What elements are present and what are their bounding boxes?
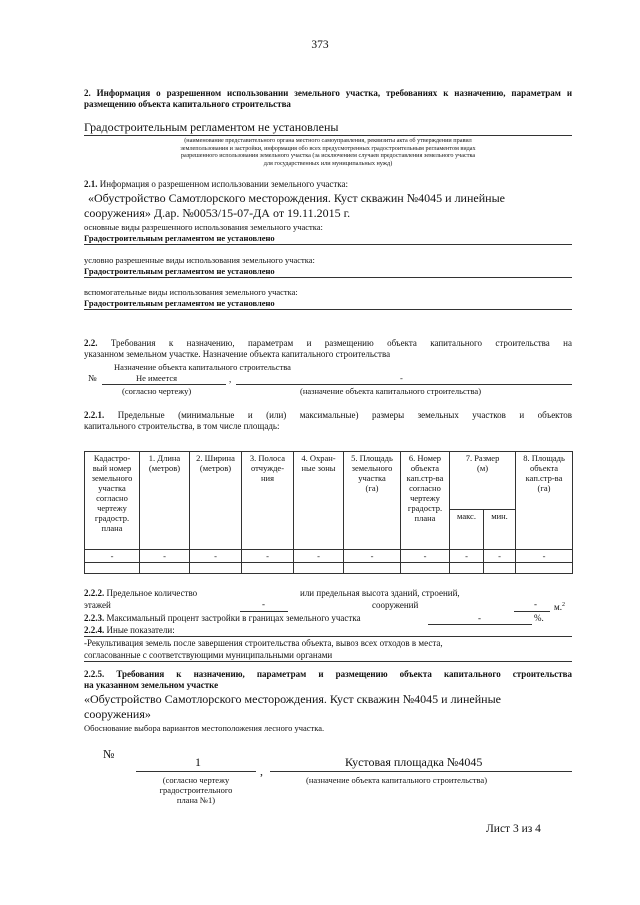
col-object-no-header: 6. Номер объекта кап.стр-ва согласно чертежу градостр. плана xyxy=(401,452,450,550)
section-2-2-line1: 2.2. Требования к назначению, параметрам и размещению объекта капитального строительства на xyxy=(84,338,572,348)
page-number: 373 xyxy=(311,39,329,51)
table-cell: - xyxy=(484,550,516,563)
bottom-no-underline xyxy=(136,771,256,772)
col-cadastral-header: Кадастро- вый номер земельного участка согласно чертежу градостр. плана xyxy=(85,452,140,550)
table-cell: - xyxy=(140,550,190,563)
table-cell-empty xyxy=(242,563,294,574)
section-2-2-line2: указанном земельном участке. Назначение объекта капитального строительства xyxy=(84,349,391,359)
s222-floors-value: - xyxy=(262,599,265,609)
s222-floors-underline xyxy=(240,611,288,612)
s22-no-value: Не имеется xyxy=(136,373,178,383)
s222-unit: м.$^2$ xyxy=(554,602,565,612)
s223-underline xyxy=(428,624,532,625)
table-cell: - xyxy=(85,550,140,563)
section-2-2-5-line2: на указанном земельном участке xyxy=(84,680,219,690)
s223-value: - xyxy=(478,613,481,623)
s22-purpose-value: - xyxy=(400,373,403,383)
bottom-purpose-underline xyxy=(270,771,572,772)
aux-uses-label: вспомогательные виды использования земельного участка: xyxy=(84,287,298,297)
bottom-no-symbol: № xyxy=(103,747,115,761)
s222-floors-label: этажей xyxy=(84,600,111,610)
bottom-comma: , xyxy=(260,764,263,778)
table-cell: - xyxy=(516,550,573,563)
table-cell: - xyxy=(294,550,344,563)
table-cell-empty xyxy=(484,563,516,574)
s224-line2: согласованные с соответствующими муниципальными органами xyxy=(84,650,333,660)
s22-note-right: (назначение объекта капитального строительства) xyxy=(300,386,482,396)
bottom-no-value: 1 xyxy=(195,755,201,769)
cond-uses-underline xyxy=(84,277,572,278)
s21-object-line2: сооружения» Д.ар. №0053/15-07-ДА от 19.11.2015 г. xyxy=(84,206,351,220)
parameters-table xyxy=(84,451,573,574)
bottom-purpose-value: Кустовая площадка №4045 xyxy=(345,755,483,769)
table-cell: - xyxy=(450,550,484,563)
s225-object-line2: сооружения» xyxy=(84,707,151,721)
table-cell-empty xyxy=(344,563,401,574)
main-uses-underline xyxy=(84,244,572,245)
bottom-note-right: (назначение объекта капитального строительства) xyxy=(306,775,488,785)
s22-no-symbol: № xyxy=(88,373,97,383)
table-cell-empty xyxy=(516,563,573,574)
section-2-heading: 2. Информация о разрешенном использовании земельного участка, требованиях к назначению, параметрам и размещению объекта капитального строительства xyxy=(84,88,572,109)
col-object-area-header: 8. Площадь объекта кап.стр-ва (га) xyxy=(516,452,573,550)
cond-uses-value: Градостроительным регламентом не установлено xyxy=(84,266,275,276)
sheet-number: Лист 3 из 4 xyxy=(486,823,541,835)
s22-comma: , xyxy=(229,374,232,384)
bottom-note-left: (согласно чертежу градостроительного плана №1) xyxy=(159,775,233,805)
section-2-1-label: 2.1. Информация о разрешенном использовании земельного участка: xyxy=(84,179,349,189)
section-2-2-1-line1: 2.2.1. Предельные (минимальные и (или) максимальные) размеры земельных участков и объектов xyxy=(84,410,573,420)
table-cell: - xyxy=(401,550,450,563)
s22-note-left: (согласно чертежу) xyxy=(122,386,192,396)
table-cell: - xyxy=(344,550,401,563)
aux-uses-underline xyxy=(84,309,572,310)
table-cell: - xyxy=(190,550,242,563)
s222-height-value: - xyxy=(534,599,537,609)
table-cell-empty xyxy=(294,563,344,574)
s21-object-line1: «Обустройство Самотлорского месторождения. Куст скважин №4045 и линейные xyxy=(88,191,505,205)
regulation-underline xyxy=(84,135,572,136)
col-protect-header: 4. Охран- ные зоны xyxy=(294,452,344,550)
s223-unit: %. xyxy=(534,613,544,623)
cond-uses-label: условно разрешенные виды использования земельного участка: xyxy=(84,255,315,265)
section-2-2-2-label2: или предельная высота зданий, строений, xyxy=(300,588,460,598)
section-2-2-1-line2: капитального строительства, в том числе площадь: xyxy=(84,421,280,431)
col-area-header: 5. Площадь земельного участка (га) xyxy=(344,452,401,550)
table-cell-empty xyxy=(190,563,242,574)
s222-structs-label: сооружений xyxy=(372,600,419,610)
main-uses-label: основные виды разрешенного использования земельного участка: xyxy=(84,222,323,232)
s222-height-underline xyxy=(514,611,550,612)
col-length-header: 1. Длина (метров) xyxy=(140,452,190,550)
s224-rule-1 xyxy=(84,636,572,637)
main-uses-value: Градостроительным регламентом не установлено xyxy=(84,233,275,243)
table-cell-empty xyxy=(401,563,450,574)
s224-line1: -Рекультивация земель после завершения строительства объекта, вывоз всех отходов в места, xyxy=(84,638,443,648)
table-cell-empty xyxy=(140,563,190,574)
s22-purpose-label: Назначение объекта капитального строительства xyxy=(114,362,291,372)
s22-purpose-underline xyxy=(236,384,572,385)
regulation-note: (наименование представительного органа местного самоуправления, реквизиты акта об утверждении правил землепользования и застройки, информация обо всех предусмотренных градостроительным регламентом видах разрешенного использования земельного участка (за исключением случаев предоставления земельного участка для государственных или муниципальных нужд) xyxy=(180,137,476,167)
s225-basis: Обоснование выбора вариантов местоположения лесного участка. xyxy=(84,723,325,733)
s225-object-line1: «Обустройство Самотлорского месторождения. Куст скважин №4045 и линейные xyxy=(84,692,501,706)
section-2-2-4-label: 2.2.4. Иные показатели: xyxy=(84,625,175,635)
regulation-value: Градостроительным регламентом не установлены xyxy=(84,120,339,134)
col-size-min-header: мин. xyxy=(484,510,516,550)
section-2-2-2-label: 2.2.2. Предельное количество xyxy=(84,588,198,598)
col-size-header: 7. Размер (м) xyxy=(450,452,516,510)
table-cell: - xyxy=(242,550,294,563)
col-width-header: 2. Ширина (метров) xyxy=(190,452,242,550)
table-cell-empty xyxy=(450,563,484,574)
s22-no-underline xyxy=(102,384,226,385)
section-2-2-3-label: 2.2.3. Максимальный процент застройки в границах земельного участка xyxy=(84,613,361,623)
table-cell-empty xyxy=(85,563,140,574)
col-size-max-header: макс. xyxy=(450,510,484,550)
s224-rule-2 xyxy=(84,661,572,662)
col-alienation-header: 3. Полоса отчужде- ния xyxy=(242,452,294,550)
aux-uses-value: Градостроительным регламентом не установлено xyxy=(84,298,275,308)
section-2-2-5-line1: 2.2.5. Требования к назначению, параметрам и размещению объекта капитального строительства xyxy=(84,669,573,679)
